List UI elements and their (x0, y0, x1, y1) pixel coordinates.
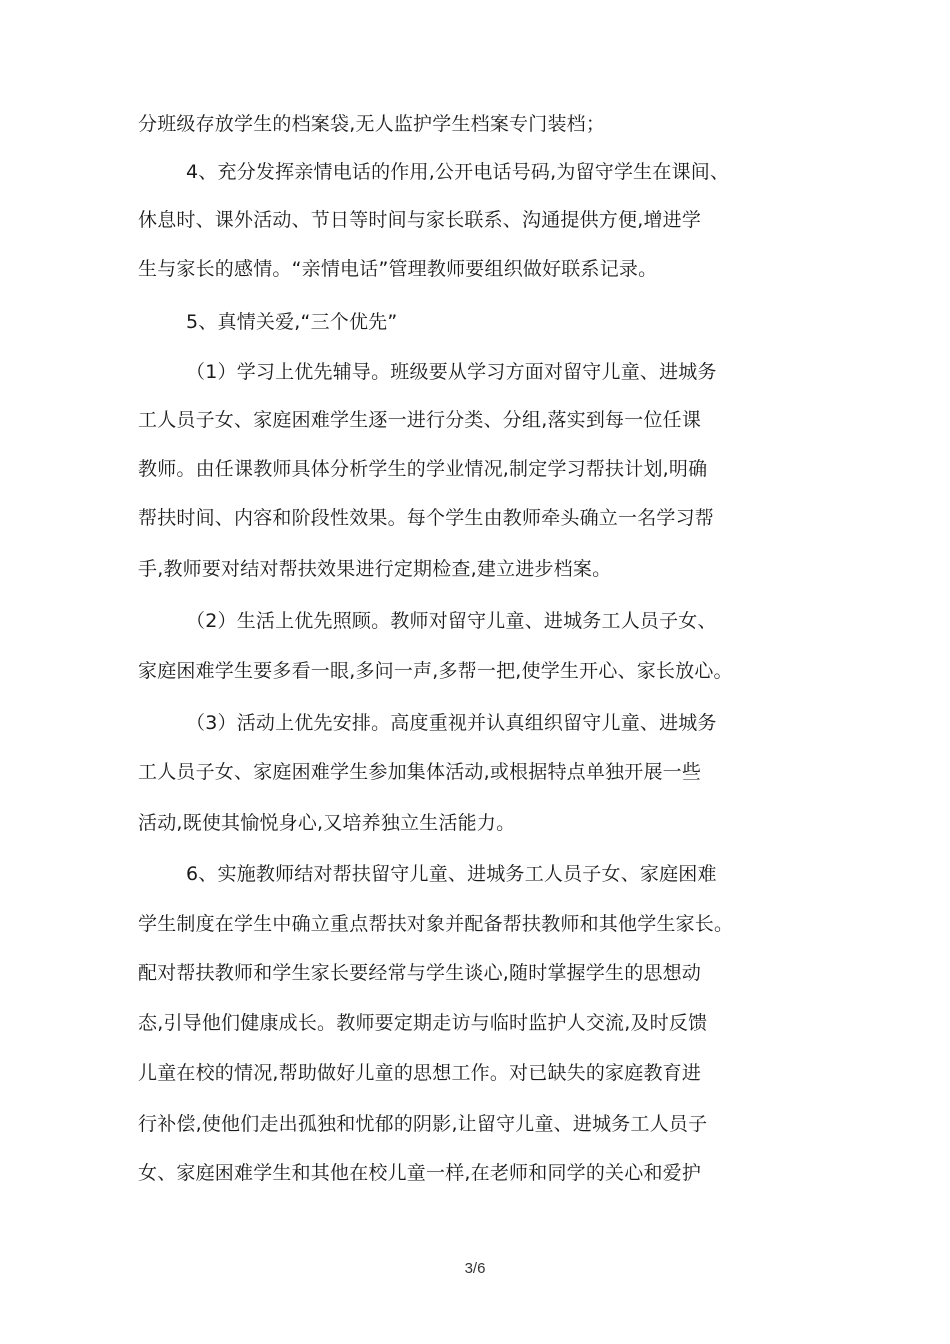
text-line: 儿童在校的情况,帮助做好儿童的思想工作。对已缺失的家庭教育进 (138, 1062, 702, 1084)
text-line: 教师。由任课教师具体分析学生的学业情况,制定学习帮扶计划,明确 (138, 458, 708, 480)
text-line: 态,引导他们健康成长。教师要定期走访与临时监护人交流,及时反馈 (138, 1012, 708, 1034)
text-line: 手,教师要对结对帮扶效果进行定期检查,建立进步档案。 (138, 558, 612, 580)
text-line: 家庭困难学生要多看一眼,多问一声,多帮一把,使学生开心、家长放心。 (138, 660, 733, 682)
text-line: 5、真情关爱,“三个优先” (186, 311, 398, 333)
text-line: 生与家长的感情。“亲情电话”管理教师要组织做好联系记录。 (138, 258, 658, 280)
text-line: （2）生活上优先照顾。教师对留守儿童、进城务工人员子女、 (186, 610, 717, 632)
text-line: 学生制度在学生中确立重点帮扶对象并配备帮扶教师和其他学生家长。 (138, 913, 734, 935)
text-line: 女、家庭困难学生和其他在校儿童一样,在老师和同学的关心和爱护 (138, 1162, 702, 1184)
text-line: 工人员子女、家庭困难学生逐一进行分类、分组,落实到每一位任课 (138, 409, 702, 431)
text-line: 帮扶时间、内容和阶段性效果。每个学生由教师牵头确立一名学习帮 (138, 507, 715, 529)
text-line: 工人员子女、家庭困难学生参加集体活动,或根据特点单独开展一些 (138, 761, 702, 783)
text-line: 6、实施教师结对帮扶留守儿童、进城务工人员子女、家庭困难 (186, 863, 717, 885)
text-line: 活动,既使其愉悦身心,又培养独立生活能力。 (138, 812, 516, 834)
text-line: （1）学习上优先辅导。班级要从学习方面对留守儿童、进城务 (186, 361, 717, 383)
text-line: 配对帮扶教师和学生家长要经常与学生谈心,随时掌握学生的思想动 (138, 962, 702, 984)
text-line: 4、充分发挥亲情电话的作用,公开电话号码,为留守学生在课间、 (186, 161, 730, 183)
text-line: （3）活动上优先安排。高度重视并认真组织留守儿童、进城务 (186, 712, 717, 734)
text-line: 分班级存放学生的档案袋,无人监护学生档案专门装档； (138, 113, 606, 135)
text-line: 行补偿,使他们走出孤独和忧郁的阴影,让留守儿童、进城务工人员子 (138, 1113, 708, 1135)
text-line: 休息时、课外活动、节日等时间与家长联系、沟通提供方便,增进学 (138, 209, 702, 231)
page-number: 3/6 (464, 1260, 486, 1277)
